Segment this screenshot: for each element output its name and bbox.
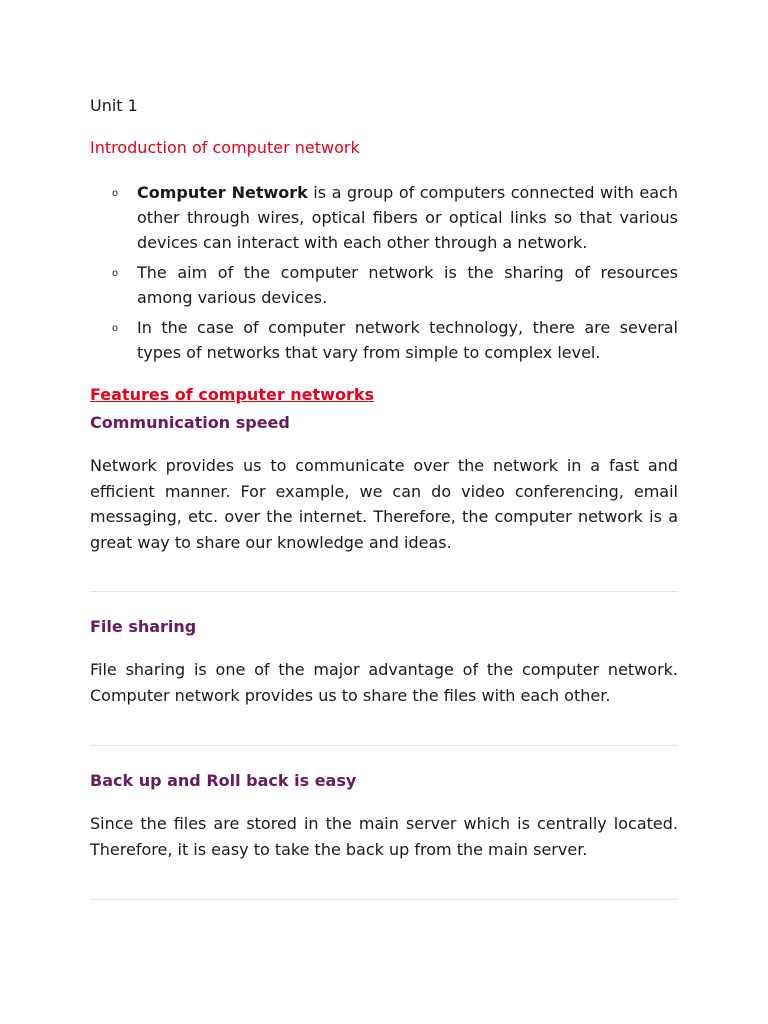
bullet-marker: o — [112, 323, 119, 334]
list-item — [90, 260, 678, 310]
bullet-text: In the case of computer network technology, there are several types of networks that vary from simple to complex level. — [137, 318, 678, 362]
bullet-text: The aim of the computer network is the sharing of resources among various devices. — [137, 263, 678, 307]
section-heading-backup-rollback: Back up and Roll back is easy — [90, 771, 357, 790]
unit-title: Unit 1 — [90, 96, 138, 115]
bullet-list — [90, 180, 678, 370]
bold-term: Computer Network — [137, 183, 308, 202]
section-body-file-sharing: File sharing is one of the major advantage of the computer network. Computer network provides us to share the files with each other. — [90, 660, 678, 705]
bullet-marker: o — [112, 188, 119, 199]
section-heading-file-sharing: File sharing — [90, 617, 197, 636]
list-item — [90, 315, 678, 365]
bullet-marker: o — [112, 268, 119, 279]
list-item — [90, 180, 678, 255]
divider — [90, 591, 678, 592]
section-heading-communication-speed: Communication speed — [90, 413, 290, 432]
section-body-backup-rollback: Since the files are stored in the main server which is centrally located. Therefore, it is easy to take the back up from the main server. — [90, 814, 678, 859]
divider — [90, 745, 678, 746]
bullet-text: is a group of computers connected with each other through wires, optical fibers or optical links so that various devices can interact with each other through a network. — [137, 183, 678, 252]
intro-heading: Introduction of computer network — [90, 138, 360, 157]
divider — [90, 899, 678, 900]
section-body-communication-speed: Network provides us to communicate over the network in a fast and efficient manner. For example, we can do video conferencing, email messaging, etc. over the internet. Therefore, the computer network is a great way to share our knowledge and ideas. — [90, 456, 678, 552]
features-heading: Features of computer networks — [90, 385, 374, 404]
